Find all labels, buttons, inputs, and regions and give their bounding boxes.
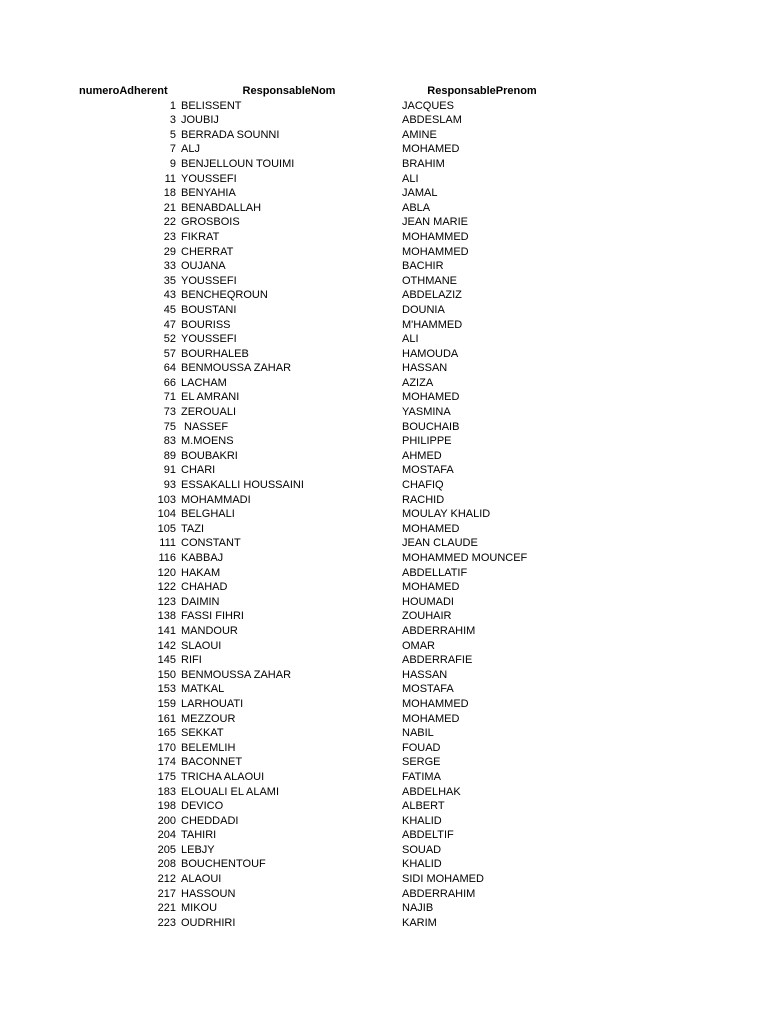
cell-responsable-prenom: MOULAY KHALID [402,508,491,521]
cell-responsable-nom: BENJELLOUN TOUIMI [181,157,295,170]
table-row [0,128,768,143]
cell-responsable-nom: DAIMIN [181,595,220,608]
table-row [0,493,768,508]
table-row [0,755,768,770]
cell-numero-adherent: 138 [157,610,176,623]
cell-numero-adherent: 221 [157,902,176,915]
cell-responsable-nom: BELISSENT [181,99,242,112]
cell-responsable-nom: YOUSSEFI [181,274,237,287]
table-row [0,259,768,274]
cell-responsable-nom: DEVICO [181,800,224,813]
cell-responsable-prenom: MOHAMED [402,522,460,535]
cell-responsable-prenom: SERGE [402,756,441,769]
cell-responsable-nom: BENMOUSSA ZAHAR [181,668,292,681]
table-header-row [0,84,768,99]
cell-responsable-prenom: HASSAN [402,668,448,681]
cell-numero-adherent: 35 [163,274,176,287]
cell-numero-adherent: 75 [163,420,176,433]
table-row [0,376,768,391]
cell-numero-adherent: 174 [157,756,176,769]
table-row [0,142,768,157]
cell-responsable-nom: BOUSTANI [181,303,237,316]
cell-responsable-nom: ZEROUALI [181,406,237,419]
cell-numero-adherent: 204 [157,829,176,842]
cell-responsable-nom: BELGHALI [181,508,235,521]
cell-numero-adherent: 33 [163,260,176,273]
cell-numero-adherent: 73 [163,406,176,419]
cell-responsable-prenom: BACHIR [402,260,444,273]
cell-numero-adherent: 200 [157,814,176,827]
cell-responsable-nom: TAHIRI [181,829,217,842]
table-row [0,741,768,756]
cell-responsable-prenom: OTHMANE [402,274,457,287]
table-row [0,157,768,172]
cell-responsable-prenom: JEAN CLAUDE [402,537,478,550]
cell-responsable-prenom: FOUAD [402,741,441,754]
cell-responsable-nom: CHAHAD [181,581,228,594]
cell-responsable-prenom: JAMAL [402,187,438,200]
cell-numero-adherent: 165 [157,727,176,740]
cell-numero-adherent: 183 [157,785,176,798]
cell-responsable-prenom: NAJIB [402,902,434,915]
table-row [0,478,768,493]
cell-responsable-prenom: MOSTAFA [402,683,454,696]
cell-responsable-prenom: MOHAMED [402,581,460,594]
cell-responsable-nom: MANDOUR [181,624,238,637]
cell-responsable-nom: BENYAHIA [181,187,236,200]
cell-numero-adherent: 83 [163,435,176,448]
cell-responsable-prenom: ABDELHAK [402,785,461,798]
cell-numero-adherent: 111 [159,537,176,550]
cell-numero-adherent: 3 [169,114,176,127]
table-row [0,843,768,858]
table-row [0,726,768,741]
cell-responsable-nom: ALJ [181,143,200,156]
table-row [0,463,768,478]
cell-responsable-prenom: SIDI MOHAMED [402,873,484,886]
cell-responsable-prenom: ZOUHAIR [402,610,452,623]
cell-numero-adherent: 198 [157,800,176,813]
table-row [0,901,768,916]
table-row [0,449,768,464]
cell-responsable-nom: MEZZOUR [181,712,236,725]
cell-responsable-nom: CHARI [181,464,216,477]
table-row [0,668,768,683]
table-row [0,113,768,128]
table-row [0,245,768,260]
table-row [0,653,768,668]
cell-responsable-prenom: AMINE [402,128,437,141]
cell-numero-adherent: 71 [163,391,176,404]
cell-responsable-prenom: HASSAN [402,362,448,375]
table-row [0,697,768,712]
cell-numero-adherent: 91 [163,464,176,477]
cell-responsable-prenom: HOUMADI [402,595,454,608]
cell-responsable-prenom: ABDELAZIZ [402,289,462,302]
cell-responsable-nom: SLAOUI [181,639,222,652]
cell-responsable-nom: ESSAKALLI HOUSSAINI [181,479,304,492]
cell-responsable-prenom: YASMINA [402,406,451,419]
table-row [0,303,768,318]
cell-responsable-nom: LARHOUATI [181,697,244,710]
cell-numero-adherent: 43 [163,289,176,302]
cell-responsable-prenom: ALBERT [402,800,445,813]
cell-responsable-prenom: MOSTAFA [402,464,454,477]
cell-numero-adherent: 153 [157,683,176,696]
cell-responsable-prenom: ABDERRAHIM [402,624,476,637]
cell-responsable-prenom: KARIM [402,916,437,929]
cell-responsable-prenom: BOUCHAIB [402,420,460,433]
cell-numero-adherent: 18 [163,187,176,200]
cell-responsable-nom: MATKAL [181,683,225,696]
cell-responsable-nom: LACHAM [181,376,227,389]
cell-responsable-nom: BOUBAKRI [181,449,238,462]
table-row [0,390,768,405]
table-row [0,566,768,581]
table-row [0,857,768,872]
cell-responsable-prenom: ABLA [402,201,431,214]
cell-responsable-nom: NASSEF [181,420,229,433]
cell-responsable-prenom: ABDELLATIF [402,566,468,579]
table-row [0,770,768,785]
cell-responsable-nom: HAKAM [181,566,221,579]
header-responsable-prenom: ResponsablePrenom [427,85,537,97]
cell-responsable-nom: ELOUALI EL ALAMI [181,785,280,798]
cell-responsable-prenom: ABDERRAFIE [402,654,473,667]
cell-responsable-nom: BOUCHENTOUF [181,858,266,871]
cell-responsable-nom: BACONNET [181,756,243,769]
cell-numero-adherent: 161 [157,712,176,725]
cell-numero-adherent: 23 [163,230,176,243]
cell-responsable-nom: YOUSSEFI [181,333,237,346]
cell-numero-adherent: 120 [157,566,176,579]
cell-responsable-prenom: JEAN MARIE [402,216,469,229]
table-row [0,318,768,333]
cell-responsable-nom: MOHAMMADI [181,493,251,506]
cell-responsable-prenom: CHAFIQ [402,479,444,492]
header-numero-adherent: numeroAdherent [79,85,168,97]
table-row [0,172,768,187]
cell-responsable-prenom: MOHAMED [402,143,460,156]
cell-responsable-prenom: JACQUES [402,99,454,112]
table-row [0,799,768,814]
cell-responsable-nom: BOURISS [181,318,231,331]
cell-responsable-nom: CHERRAT [181,245,234,258]
table-row [0,522,768,537]
cell-responsable-prenom: BRAHIM [402,157,445,170]
cell-responsable-prenom: ABDERRAHIM [402,887,476,900]
cell-numero-adherent: 47 [163,318,176,331]
cell-responsable-nom: LEBJY [181,843,215,856]
table-row [0,99,768,114]
table-row [0,332,768,347]
cell-responsable-nom: RIFI [181,654,202,667]
table-body [0,99,768,931]
table-row [0,609,768,624]
cell-responsable-nom: TRICHA ALAOUI [181,770,265,783]
cell-numero-adherent: 217 [157,887,176,900]
cell-numero-adherent: 1 [169,99,176,112]
cell-responsable-nom: OUDRHIRI [181,916,236,929]
cell-numero-adherent: 45 [163,303,176,316]
cell-responsable-prenom: NABIL [402,727,434,740]
cell-responsable-prenom: HAMOUDA [402,347,459,360]
cell-responsable-nom: SEKKAT [181,727,224,740]
table-row [0,580,768,595]
cell-responsable-nom: CHEDDADI [181,814,239,827]
cell-responsable-nom: HASSOUN [181,887,236,900]
cell-responsable-nom: BOURHALEB [181,347,249,360]
cell-responsable-prenom: FATIMA [402,770,441,783]
table-row [0,682,768,697]
cell-responsable-nom: FIKRAT [181,230,220,243]
table-row [0,288,768,303]
table-row [0,872,768,887]
cell-responsable-prenom: ABDELTIF [402,829,454,842]
cell-responsable-nom: ALAOUI [181,873,222,886]
cell-responsable-prenom: AHMED [402,449,442,462]
cell-numero-adherent: 105 [157,522,176,535]
cell-numero-adherent: 170 [157,741,176,754]
table-row [0,916,768,931]
table-row [0,347,768,362]
cell-responsable-prenom: MOHAMMED MOUNCEF [402,552,528,564]
cell-numero-adherent: 223 [157,916,176,929]
cell-numero-adherent: 52 [163,333,176,346]
table-row [0,814,768,829]
table-row [0,828,768,843]
table-row [0,361,768,376]
cell-numero-adherent: 122 [157,581,176,594]
cell-numero-adherent: 103 [157,493,176,506]
cell-responsable-prenom: DOUNIA [402,303,445,316]
cell-numero-adherent: 22 [163,216,176,229]
adherent-table [0,84,768,930]
cell-responsable-nom: YOUSSEFI [181,172,237,185]
table-row [0,186,768,201]
table-row [0,712,768,727]
cell-responsable-nom: TAZI [181,522,205,535]
cell-responsable-nom: OUJANA [181,260,226,273]
cell-numero-adherent: 21 [163,201,176,214]
cell-responsable-prenom: KHALID [402,814,442,827]
cell-responsable-nom: MIKOU [181,902,218,915]
cell-responsable-prenom: ABDESLAM [402,114,462,127]
cell-numero-adherent: 104 [157,508,176,521]
cell-numero-adherent: 175 [157,770,176,783]
table-row [0,434,768,449]
table-row [0,887,768,902]
cell-numero-adherent: 9 [169,157,176,170]
header-responsable-nom: ResponsableNom [242,85,336,97]
table-row [0,230,768,245]
cell-numero-adherent: 7 [169,143,176,156]
table-row [0,785,768,800]
cell-numero-adherent: 116 [158,552,176,564]
cell-responsable-nom: BELEMLIH [181,741,236,754]
cell-numero-adherent: 29 [163,245,176,258]
table-row [0,201,768,216]
table-row [0,595,768,610]
table-row [0,536,768,551]
table-row [0,215,768,230]
cell-numero-adherent: 205 [157,843,176,856]
cell-numero-adherent: 141 [157,624,176,637]
table-row [0,507,768,522]
cell-responsable-nom: KABBAJ [181,552,224,564]
cell-numero-adherent: 89 [163,449,176,462]
table-row [0,405,768,420]
cell-responsable-nom: BENMOUSSA ZAHAR [181,362,292,375]
cell-numero-adherent: 145 [157,654,176,667]
table-row [0,274,768,289]
cell-responsable-nom: JOUBIJ [181,114,219,127]
cell-responsable-nom: EL AMRANI [181,391,240,404]
cell-numero-adherent: 57 [163,347,176,360]
table-row [0,420,768,435]
cell-numero-adherent: 150 [157,668,176,681]
cell-responsable-prenom: MOHAMED [402,391,460,404]
cell-responsable-nom: BENCHEQROUN [181,289,268,302]
cell-responsable-nom: M.MOENS [181,435,234,448]
cell-responsable-prenom: MOHAMMED [402,245,469,258]
cell-responsable-nom: CONSTANT [181,537,241,550]
cell-numero-adherent: 142 [157,639,176,652]
cell-numero-adherent: 66 [163,376,176,389]
cell-responsable-nom: BENABDALLAH [181,201,262,214]
cell-numero-adherent: 212 [157,873,176,886]
cell-responsable-prenom: PHILIPPE [402,435,452,448]
table-row [0,624,768,639]
cell-responsable-nom: FASSI FIHRI [181,610,244,623]
cell-responsable-prenom: ALI [402,172,419,185]
table-row [0,639,768,654]
cell-numero-adherent: 123 [157,595,176,608]
cell-numero-adherent: 93 [163,479,176,492]
cell-numero-adherent: 5 [169,128,176,141]
cell-responsable-prenom: MOHAMMED [402,230,469,243]
cell-responsable-prenom: SOUAD [402,843,442,856]
cell-numero-adherent: 208 [157,858,176,871]
cell-responsable-nom: BERRADA SOUNNI [181,128,280,141]
cell-numero-adherent: 11 [164,172,176,185]
cell-responsable-prenom: M'HAMMED [402,318,463,331]
cell-responsable-prenom: ALI [402,333,419,346]
cell-numero-adherent: 64 [163,362,176,375]
cell-responsable-prenom: RACHID [402,493,445,506]
cell-numero-adherent: 159 [157,697,176,710]
cell-responsable-prenom: AZIZA [402,376,434,389]
cell-responsable-prenom: MOHAMMED [402,697,469,710]
cell-responsable-prenom: KHALID [402,858,442,871]
table-row [0,551,768,566]
cell-responsable-prenom: OMAR [402,639,435,652]
cell-responsable-nom: GROSBOIS [181,216,240,229]
cell-responsable-prenom: MOHAMED [402,712,460,725]
